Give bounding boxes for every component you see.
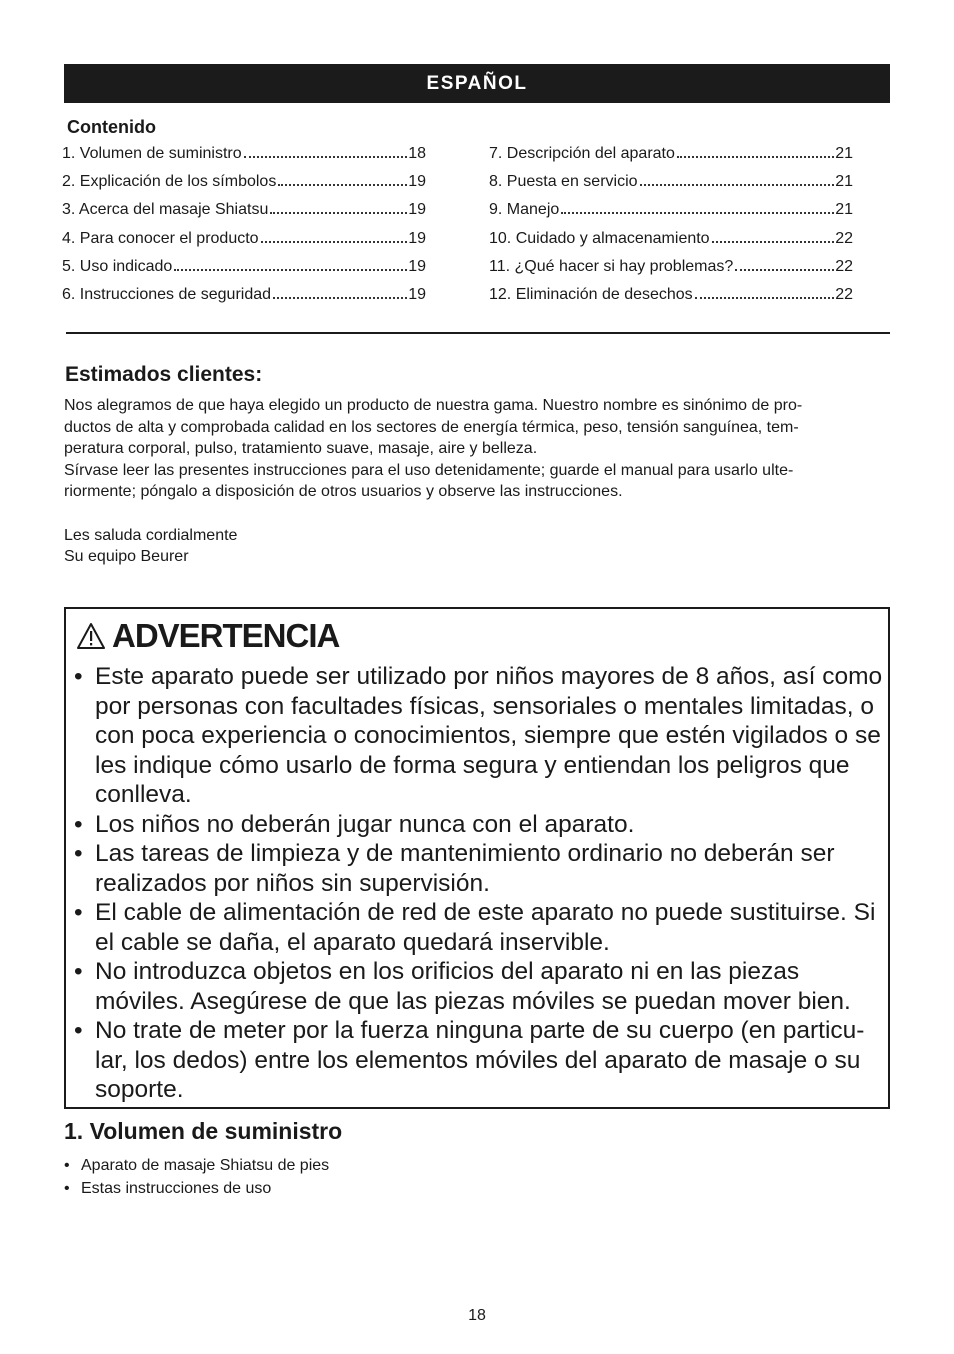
greeting-line: ductos de alta y comprobada calidad en los sectores de energía térmica, peso, tensión sanguínea, tem- (64, 418, 799, 436)
supply-item: • Estas instrucciones de uso (64, 1177, 329, 1200)
warning-triangle-icon (76, 622, 106, 650)
toc-right-column (489, 145, 853, 314)
toc-entry-label: 2. Explicación de los símbolos (62, 173, 277, 191)
toc-entry[interactable] (62, 201, 426, 229)
greeting-signature: Su equipo Beurer (64, 548, 189, 566)
warning-item: • Este aparato puede ser utilizado por niños mayores de 8 años, así como por personas con facultades físicas, sensoriales o mentales limitadas, o con poca experiencia o conocimientos, siempre que estén vigilados o se les indique cómo usarlo de forma segura y entiendan los peligros que conlleva. (74, 662, 884, 810)
toc-leader (273, 297, 407, 299)
toc-leader (174, 269, 407, 271)
toc-leader (561, 212, 834, 214)
greeting-line: peratura corporal, pulso, tratamiento suave, masaje, aire y belleza. (64, 440, 538, 458)
warning-box (64, 607, 890, 1109)
warning-title: ADVERTENCIA (112, 617, 340, 654)
greeting-spacer (64, 503, 880, 525)
warning-item: • Los niños no deberán jugar nunca con el aparato. (74, 810, 884, 840)
toc-entry-label: 1. Volumen de suministro (62, 145, 242, 162)
greeting-line: riormente; póngalo a disposición de otros usuarios y observe las instrucciones. (64, 483, 623, 501)
toc-entry[interactable] (489, 286, 853, 314)
toc-entry-page: 21 (835, 201, 853, 219)
toc-entry[interactable] (62, 258, 426, 286)
toc-entry-page: 21 (835, 173, 853, 191)
supply-item: • Aparato de masaje Shiatsu de pies (64, 1154, 329, 1177)
warning-item: • No introduzca objetos en los orificios del aparato ni en las piezas móviles. Asegúrese de que las piezas móviles se puedan mover bien. (74, 957, 884, 1016)
toc-entry[interactable] (489, 230, 853, 258)
page-number: 18 (468, 1307, 486, 1324)
warning-item: • Las tareas de limpieza y de mantenimiento ordinario no deberán ser realizados por niños sin supervisión. (74, 839, 884, 898)
toc-leader (677, 156, 834, 158)
toc-entry-page: 22 (835, 257, 853, 275)
toc-entry-page: 19 (408, 201, 426, 219)
greeting-closing: Les saluda cordialmente (64, 526, 238, 544)
toc-entry[interactable] (489, 258, 853, 286)
greeting-line: Sírvase leer las presentes instrucciones para el uso detenidamente; guarde el manual para usarlo ulte- (64, 461, 794, 479)
toc-leader (244, 156, 408, 158)
toc-entry-label: 9. Manejo (489, 201, 560, 219)
toc-entry-page: 21 (835, 145, 853, 162)
toc-leader (640, 184, 835, 186)
toc-leader (712, 241, 835, 243)
toc-entry-label: 7. Descripción del aparato (489, 145, 675, 162)
language-header (64, 64, 890, 103)
greeting-heading: Estimados clientes: (65, 363, 263, 386)
toc-entry[interactable] (62, 145, 426, 173)
toc-leader (278, 184, 407, 186)
toc-entry-page: 22 (835, 229, 853, 247)
toc-entry-page: 18 (408, 145, 426, 162)
section-divider (66, 332, 890, 334)
toc-entry[interactable] (62, 286, 426, 314)
language-label: ESPAÑOL (426, 72, 528, 94)
toc-entry-page: 19 (408, 173, 426, 191)
toc-entry-label: 4. Para conocer el producto (62, 229, 259, 247)
toc-entry-label: 10. Cuidado y almacenamiento (489, 229, 710, 247)
toc-entry[interactable] (489, 201, 853, 229)
toc-entry[interactable] (62, 173, 426, 201)
toc-entry-label: 11. ¿Qué hacer si hay problemas? (489, 257, 734, 275)
warning-title-row (76, 617, 339, 655)
toc-entry[interactable] (489, 173, 853, 201)
toc-entry-page: 19 (408, 229, 426, 247)
toc-entry[interactable] (62, 230, 426, 258)
toc-entry-page: 19 (408, 285, 426, 303)
toc-entry-page: 19 (408, 257, 426, 275)
toc-entry-page: 22 (835, 285, 853, 303)
toc-entry[interactable] (489, 145, 853, 173)
toc-leader (735, 269, 834, 271)
toc-entry-label: 12. Eliminación de desechos (489, 285, 693, 303)
toc-leader (695, 297, 835, 299)
toc-leader (270, 212, 407, 214)
greeting-body (64, 395, 880, 568)
toc-entry-label: 8. Puesta en servicio (489, 173, 638, 191)
greeting-line: Nos alegramos de que haya elegido un producto de nuestra gama. Nuestro nombre es sinónimo de pro- (64, 397, 803, 414)
toc-entry-label: 6. Instrucciones de seguridad (62, 285, 272, 303)
warning-item: • No trate de meter por la fuerza ninguna parte de su cuerpo (en particu- lar, los dedos) entre los elementos móviles del aparato de masaje o su soporte. (74, 1016, 884, 1105)
supply-list (64, 1154, 329, 1200)
toc-left-column (62, 145, 426, 314)
toc-title: Contenido (67, 117, 156, 137)
toc-entry-label: 5. Uso indicado (62, 257, 173, 275)
warning-list (74, 662, 884, 1105)
section-heading: 1. Volumen de suministro (64, 1118, 343, 1144)
toc-entry-label: 3. Acerca del masaje Shiatsu (62, 201, 269, 219)
toc-leader (261, 241, 408, 243)
warning-item: • El cable de alimentación de red de este aparato no puede sustituirse. Si el cable se daña, el aparato quedará inservible. (74, 898, 884, 957)
